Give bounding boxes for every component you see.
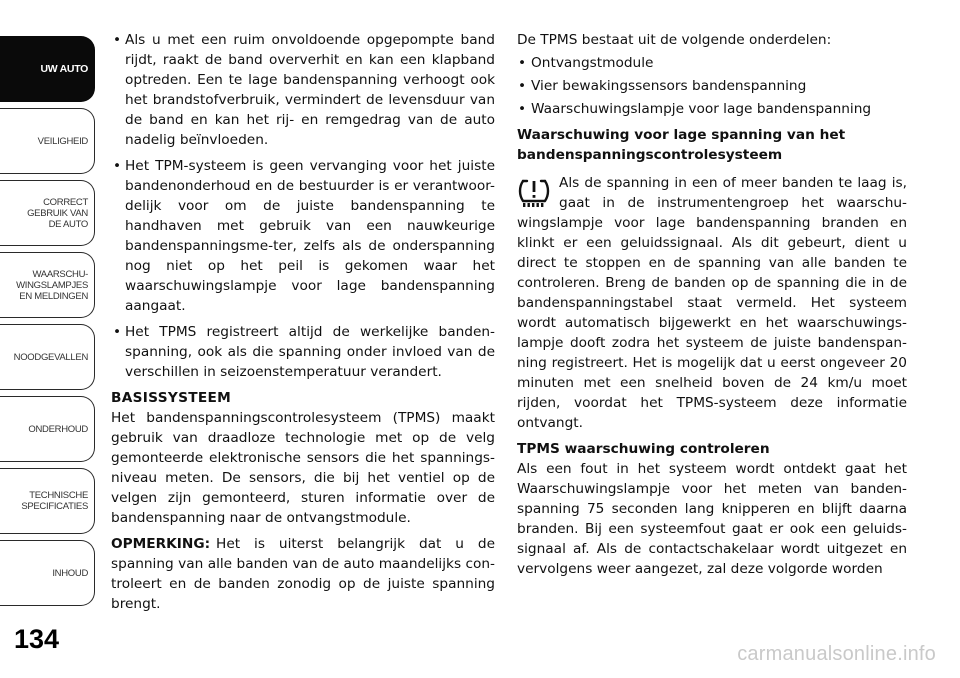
- basissysteem-paragraph: Het bandenspanningscontrolesysteem (TPMS) maakt gebruik van draadloze technologie met op de velg gemonteerde elektronische sensors die het spannings-niveau meten. De sensors, die bij het ventiel op de velgen zijn gemonteerd, sturen informatie over de bandenspanning naar de ontvangstmodule.: [111, 410, 495, 526]
- warning-block: [517, 173, 907, 433]
- tab-noodgevallen[interactable]: [0, 324, 95, 390]
- warning-paragraph: Als de spanning in een of meer banden te laag is, gaat in de instrumentengroep het waarschu-wingslampje voor lage bandenspanning branden en klinkt er een geluidssignaal. Als dit gebeurt, dient u direct te stoppen en de spanning van alle banden te controleren. Breng de banden op de spanning die in de bandenspanningstabel staat vermeld. Het systeem wordt automatisch bijgewerkt en het waarschuwings-lampje dooft zodra het systeem de juiste bandenspan-ning registreert. Het is mogelijk dat u eerst ongeveer 20 minuten met een snelheid boven de 24 km/u moet rijden, voordat het TPMS-systeem deze informatie ontvangt.: [517, 175, 907, 431]
- tab-onderhoud[interactable]: [0, 396, 95, 462]
- tab-label: WAARSCHU- WINGSLAMPJES EN MELDINGEN: [16, 268, 88, 302]
- list-item: • Vier bewakingssensors bandenspanning: [517, 76, 907, 96]
- tab-label: CORRECT GEBRUIK VAN DE AUTO: [27, 196, 88, 230]
- tpms-warning-icon: [517, 175, 551, 211]
- bullet-tpms-actual-pressure: • Het TPMS registreert altijd de werkelijke banden-spanning, ook als die spanning onder invloed van de verschillen in seizoenstemperatuur verandert.: [111, 322, 495, 382]
- chapter-tabs: [0, 0, 96, 610]
- tab-uw-auto[interactable]: [0, 36, 95, 102]
- page-number: 134: [14, 624, 60, 654]
- tab-label: VEILIGHEID: [37, 135, 88, 147]
- tab-label: NOODGEVALLEN: [13, 351, 88, 363]
- right-column: [517, 30, 907, 585]
- components-intro: De TPMS bestaat uit de volgende onderdelen:: [517, 32, 832, 48]
- tab-label: ONDERHOUD: [28, 423, 88, 435]
- list-item: • Ontvangstmodule: [517, 53, 907, 73]
- components-list: [517, 53, 907, 119]
- tab-correct-gebruik[interactable]: [0, 180, 95, 246]
- bullet-tpm-not-replacement: • Het TPM-systeem is geen vervanging voor het juiste bandenonderhoud en de bestuurder is er verantwoor-delijk voor om de juiste bandenspanning te handhaven met gebruik van een nauwkeurige bandenspanningsme-ter, zelfs als de onderspanning nog niet op het peil is gekomen waar het waarschuwingslampje voor lage bandenspanning aangaat.: [111, 156, 495, 316]
- tab-inhoud[interactable]: [0, 540, 95, 606]
- watermark: carmanualsonline.info: [737, 643, 936, 665]
- list-item: • Waarschuwingslampje voor lage bandenspanning: [517, 99, 907, 119]
- tpms-check-paragraph: Als een fout in het systeem wordt ontdekt gaat het Waarschuwingslampje voor het meten van banden-spanning 75 seconden lang knipperen en blijft daarna branden. Bij een systeemfout gaat er ook een geluids-signaal af. Als de contactschakelaar wordt uitgezet en vervolgens weer aangezet, zal deze volgorde worden: [517, 461, 907, 577]
- section-heading-basissysteem: BASISSYSTEEM: [111, 390, 232, 406]
- section-heading-tpms-check: TPMS waarschuwing controleren: [517, 441, 770, 457]
- tab-label: INHOUD: [52, 567, 88, 579]
- tab-label: TECHNISCHE SPECIFICATIES: [21, 490, 88, 512]
- note-paragraph: [111, 534, 495, 614]
- section-heading-low-pressure-warning: Waarschuwing voor lage spanning van het bandenspanningscontrolesysteem: [517, 127, 846, 163]
- tab-technische-specificaties[interactable]: [0, 468, 95, 534]
- tab-veiligheid[interactable]: [0, 108, 95, 174]
- tab-label: UW AUTO: [40, 62, 88, 75]
- note-text: Het is uiterst belangrijk dat u de spanning van alle banden van de auto maandelijks con-troleert en de banden zonodig op de juiste spanning brengt.: [111, 536, 495, 612]
- left-column: [111, 30, 495, 620]
- note-label: OPMERKING:: [111, 536, 211, 552]
- bullet-underinflation: • Als u met een ruim onvoldoende opgepompte band rijdt, raakt de band oververhit en kan een klapband optreden. Een te lage bandenspanning verhoogt ook het brandstofverbruik, vermindert de levensduur van de band en kan het rij- en remgedrag van de auto nadelig beïnvloeden.: [111, 30, 495, 150]
- tab-waarschuwingslampjes[interactable]: [0, 252, 95, 318]
